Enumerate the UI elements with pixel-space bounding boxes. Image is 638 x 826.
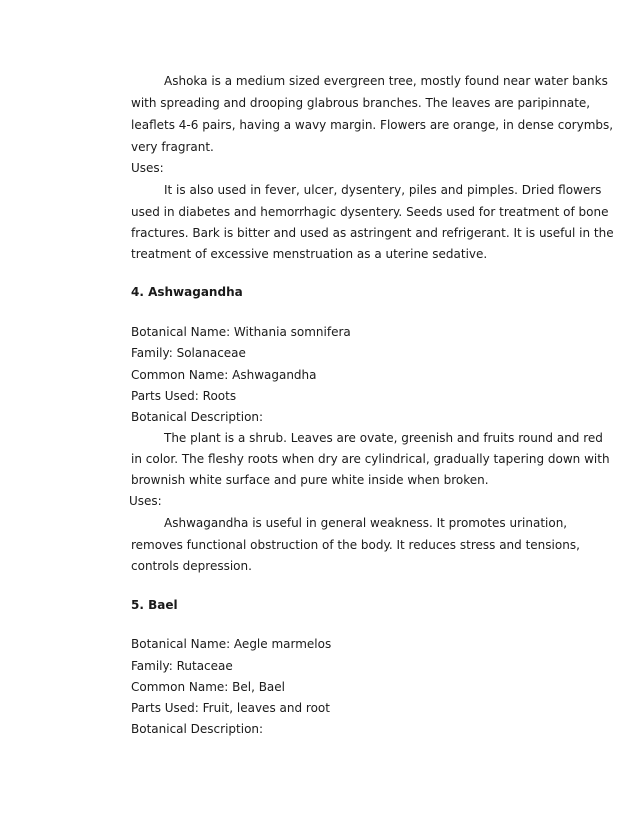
ashoka-uses-line: fractures. Bark is bitter and used as astringent and refrigerant. It is useful in the — [131, 226, 614, 240]
bael-parts-used: Parts Used: Fruit, leaves and root — [131, 701, 330, 715]
ashwagandha-uses-label: Uses: — [129, 494, 162, 508]
ashwagandha-uses-line: removes functional obstruction of the body. It reduces stress and tensions, — [131, 538, 580, 552]
ashoka-uses-line: treatment of excessive menstruation as a uterine sedative. — [131, 247, 488, 261]
ashoka-description-line: with spreading and drooping glabrous branches. The leaves are paripinnate, — [131, 96, 591, 110]
ashoka-uses-label: Uses: — [131, 161, 164, 175]
ashoka-description-line: Ashoka is a medium sized evergreen tree, mostly found near water banks — [164, 74, 608, 88]
bael-heading: 5. Bael — [131, 598, 178, 612]
ashoka-description-line: leaflets 4-6 pairs, having a wavy margin. Flowers are orange, in dense corymbs, — [131, 118, 614, 132]
ashoka-uses-line: used in diabetes and hemorrhagic dysentery. Seeds used for treatment of bone — [131, 205, 609, 219]
bael-botanical-description-label: Botanical Description: — [131, 722, 264, 736]
ashwagandha-description-line: in color. The fleshy roots when dry are cylindrical, gradually tapering down with — [131, 452, 610, 466]
bael-family: Family: Rutaceae — [131, 659, 233, 673]
ashwagandha-common-name: Common Name: Ashwagandha — [131, 368, 317, 382]
ashwagandha-family: Family: Solanaceae — [131, 346, 246, 360]
ashwagandha-parts-used: Parts Used: Roots — [131, 389, 237, 403]
ashoka-description-line: very fragrant. — [131, 140, 214, 154]
ashwagandha-botanical-description-label: Botanical Description: — [131, 410, 264, 424]
ashoka-uses-line: It is also used in fever, ulcer, dysentery, piles and pimples. Dried flowers — [164, 183, 602, 197]
bael-botanical-name: Botanical Name: Aegle marmelos — [131, 637, 332, 651]
ashwagandha-description-line: brownish white surface and pure white inside when broken. — [131, 473, 489, 487]
ashwagandha-heading: 4. Ashwagandha — [131, 285, 243, 299]
ashwagandha-uses-line: Ashwagandha is useful in general weakness. It promotes urination, — [164, 516, 568, 530]
ashwagandha-botanical-name: Botanical Name: Withania somnifera — [131, 325, 351, 339]
bael-common-name: Common Name: Bel, Bael — [131, 680, 286, 694]
ashwagandha-description-line: The plant is a shrub. Leaves are ovate, greenish and fruits round and red — [164, 431, 603, 445]
ashwagandha-uses-line: controls depression. — [131, 559, 252, 573]
